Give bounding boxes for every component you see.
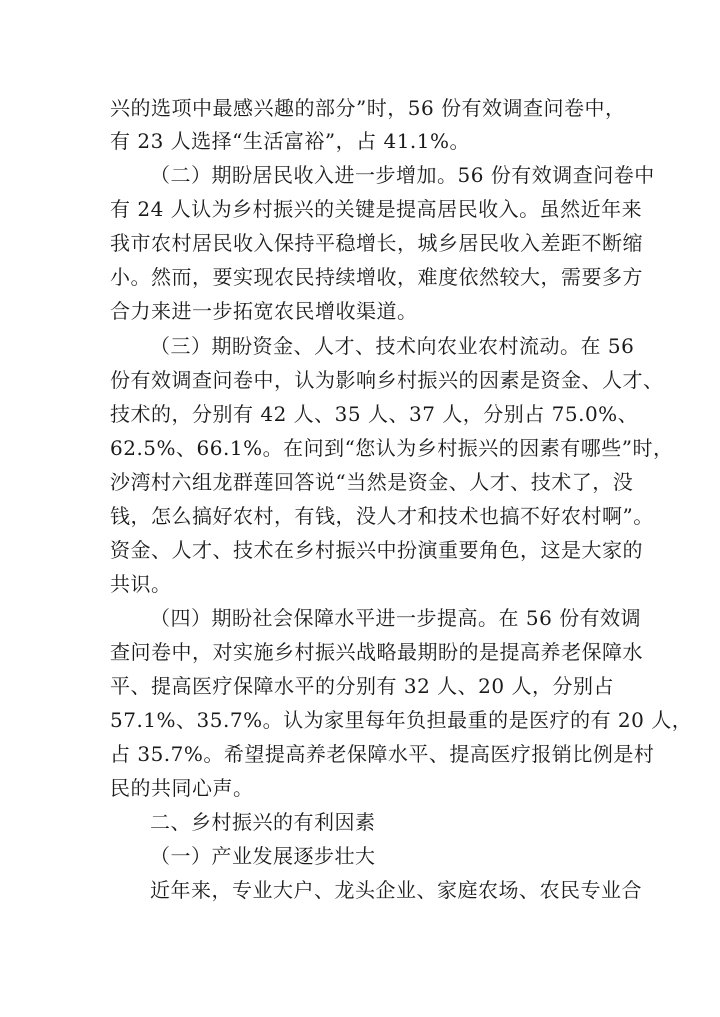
- text-line: 我市农村居民收入保持平稳增长，城乡居民收入差距不断缩: [110, 231, 643, 255]
- text-line: 小。然而，要实现农民持续增收，难度依然较大，需要多方: [110, 265, 643, 289]
- text-line: 占 35.7%。希望提高养老保障水平、提高医疗报销比例是村: [110, 742, 655, 766]
- text-line: （三）期盼资金、人才、技术向农业农村流动。在 56: [150, 334, 635, 358]
- text-line: 份有效调查问卷中，认为影响乡村振兴的因素是资金、人才、: [110, 368, 664, 392]
- text-line: 民的共同心声。: [110, 776, 254, 800]
- text-line: 57.1%、35.7%。认为家里每年负担最重的是医疗的有 20 人，: [110, 708, 693, 732]
- text-line: 资金、人才、技术在乡村振兴中扮演重要角色，这是大家的: [110, 538, 643, 562]
- text-line: 有 24 人认为乡村振兴的关键是提高居民收入。虽然近年来: [110, 197, 643, 221]
- text-line: （二）期盼居民收入进一步增加。56 份有效调查问卷中: [150, 163, 655, 187]
- text-line: 平、提高医疗保障水平的分别有 32 人、20 人，分别占: [110, 674, 614, 698]
- text-line: 共识。: [110, 572, 172, 596]
- text-line: 有 23 人选择“生活富裕”，占 41.1%。: [110, 129, 471, 153]
- text-line: 兴的选项中最感兴趣的部分”时，56 份有效调查问卷中，: [110, 96, 626, 120]
- text-line: 技术的，分别有 42 人、35 人、37 人，分别占 75.0%、: [110, 402, 639, 426]
- subsection-heading: （一）产业发展逐步壮大: [150, 844, 376, 868]
- text-line: 查问卷中，对实施乡村振兴战略最期盼的是提高养老保障水: [110, 640, 643, 664]
- text-line: 钱，怎么搞好农村，有钱，没人才和技术也搞不好农村啊”。: [110, 504, 654, 528]
- text-line: （四）期盼社会保障水平进一步提高。在 56 份有效调: [150, 606, 642, 630]
- section-heading: 二、乡村振兴的有利因素: [150, 810, 376, 834]
- text-line: 近年来，专业大户、龙头企业、家庭农场、农民专业合: [150, 878, 642, 902]
- text-line: 合力来进一步拓宽农民增收渠道。: [110, 299, 418, 323]
- text-line: 沙湾村六组龙群莲回答说“当然是资金、人才、技术了，没: [110, 470, 634, 494]
- text-line: 62.5%、66.1%。在问到“您认为乡村振兴的因素有哪些”时，: [110, 436, 674, 460]
